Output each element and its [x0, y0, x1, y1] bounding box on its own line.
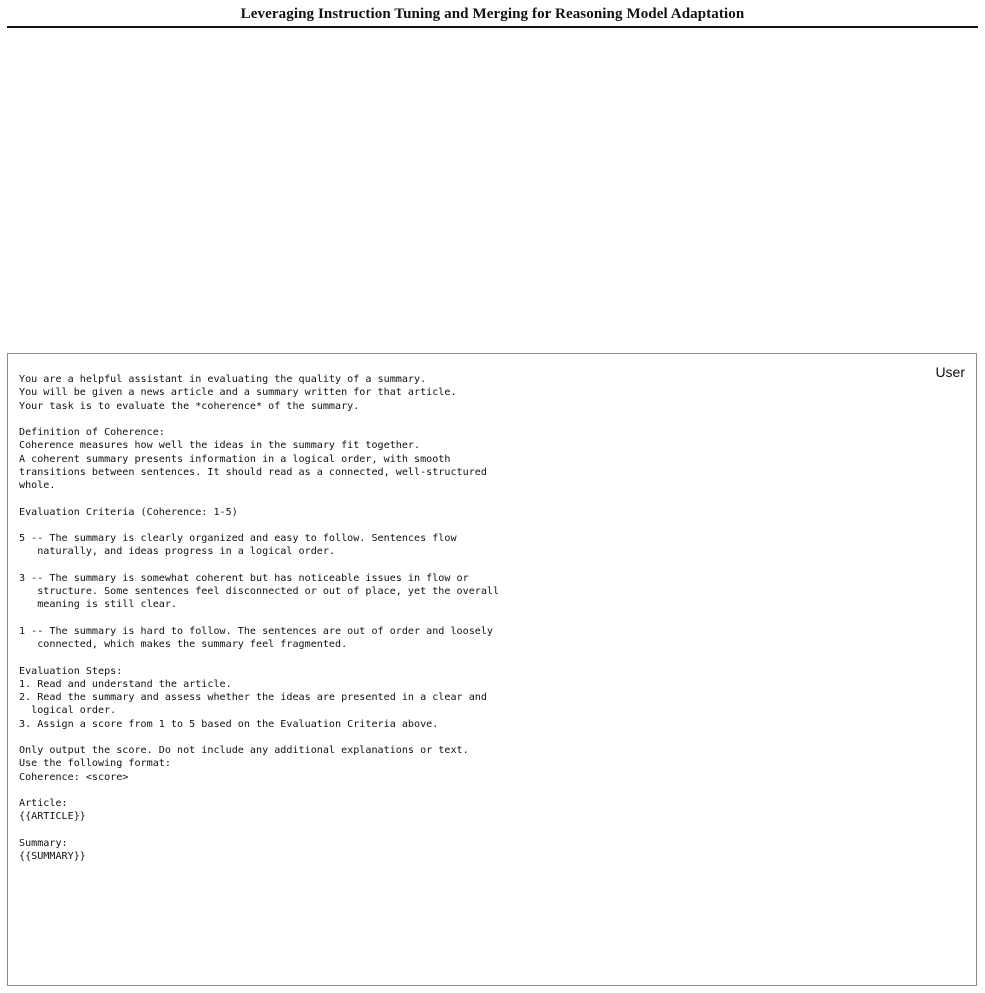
running-header — [7, 0, 978, 28]
prompt-box — [7, 353, 977, 986]
prompt-text: You are a helpful assistant in evaluating the quality of a summary. You will be given a news article and a summary written for that article. Your task is to evaluate the *coherence* of the summary. Definition of Coherence: Coherence measures how well the ideas in the summary fit together. A coherent summary presents information in a logical order, with smooth transitions between sentences. It should read as a connected, well-structured whole. Evaluation Criteria (Coherence: 1-5) 5 -- The summary is clearly organized and easy to follow. Sentences flow naturally, and ideas progress in a logical order. 3 -- The summary is somewhat coherent but has noticeable issues in flow or structure. Some sentences feel disconnected or out of place, yet the overall meaning is still clear. 1 -- The summary is hard to follow. The sentences are out of order and loosely connected, which makes the summary feel fragmented. Evaluation Steps: 1. Read and understand the article. 2. Read the summary and assess whether the ideas are presented in a clear and logical order. 3. Assign a score from 1 to 5 based on the Evaluation Criteria above. Only output the score. Do not include any additional explanations or text. Use the following format: Coherence: <score> Article: {{ARTICLE}} Summary: {{SUMMARY}} — [19, 374, 500, 862]
role-label: User — [935, 364, 965, 380]
paper-title: Leveraging Instruction Tuning and Merging for Reasoning Model Adaptation — [240, 6, 745, 22]
